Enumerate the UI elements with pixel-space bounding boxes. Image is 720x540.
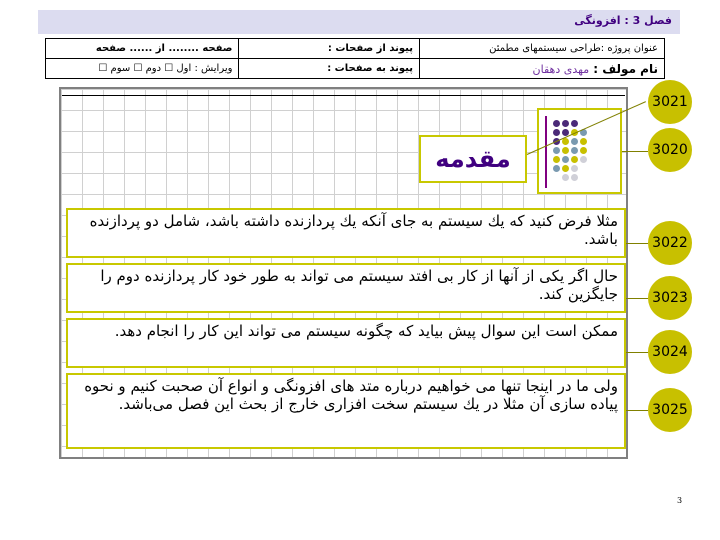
logo-dot-grid <box>537 108 622 194</box>
author-cell <box>419 59 664 79</box>
logo-dot <box>562 120 569 127</box>
logo-bar <box>545 116 547 188</box>
logo-dot <box>562 156 569 163</box>
logo-dot <box>562 174 569 181</box>
author-label: نام مولف : <box>593 61 658 76</box>
callout-pointer <box>626 410 648 411</box>
page-range-cell: صفحه ........ از ...... صفحه <box>46 39 239 59</box>
callout-3025: 3025 <box>648 388 692 432</box>
logo-dot <box>553 165 560 172</box>
logo-dot <box>580 147 587 154</box>
logo-dot <box>571 147 578 154</box>
chapter-title: فصل 3 : افزونگی <box>574 14 672 27</box>
logo-dot <box>571 138 578 145</box>
logo-dot <box>562 138 569 145</box>
logo-dot <box>553 129 560 136</box>
project-title-cell: عنوان پروژه :طراحی سیستمهای مطمئن <box>419 39 664 59</box>
callout-3020: 3020 <box>648 128 692 172</box>
link-from-cell: پیوند از صفحات : <box>239 39 420 59</box>
page-number: 3 <box>677 496 683 505</box>
frame-top-rule <box>62 95 625 96</box>
logo-dot <box>562 147 569 154</box>
logo-dot <box>571 174 578 181</box>
logo-dot <box>553 147 560 154</box>
paragraph-4: ولی ما در اینجا تنها می خواهیم درباره متد های افزونگی و انواع آن صحبت کنیم و نحوه پیاده سازی آن مثلا در یك سیستم سخت افزاری خارج از بحث این فصل می‌باشد. <box>66 373 626 449</box>
link-to-cell: پیوند به صفحات : <box>239 59 420 79</box>
logo-dot <box>553 120 560 127</box>
callout-pointer <box>626 298 648 299</box>
logo-dot <box>571 120 578 127</box>
intro-heading: مقدمه <box>419 135 527 183</box>
logo-dot <box>571 165 578 172</box>
callout-pointer <box>622 151 648 152</box>
callout-3023: 3023 <box>648 276 692 320</box>
callout-3022: 3022 <box>648 221 692 265</box>
logo-dot <box>562 165 569 172</box>
callout-pointer <box>626 352 648 353</box>
paragraph-2: حال اگر یکی از آنها از کار بی افتد سیستم می تواند به طور خود کار پردازنده دوم را جایگزین کند. <box>66 263 626 313</box>
callout-pointer <box>626 243 648 244</box>
logo-dot <box>553 156 560 163</box>
callout-3021: 3021 <box>648 80 692 124</box>
paragraph-1: مثلا فرض کنید که یك سیستم به جای آنکه یك پردازنده داشته باشد، شامل دو پردازنده باشد. <box>66 208 626 258</box>
paragraph-3: ممکن است این سوال پیش بیاید که چگونه سیستم می تواند این کار را انجام دهد. <box>66 318 626 368</box>
logo-dot <box>580 138 587 145</box>
logo-dot <box>571 156 578 163</box>
logo-dot <box>580 156 587 163</box>
callout-3024: 3024 <box>648 330 692 374</box>
author-name: مهدی دهقان <box>532 62 590 76</box>
document-header-table <box>45 38 665 79</box>
edition-cell: ویرایش : اول ☐ دوم ☐ سوم ☐ <box>46 59 239 79</box>
